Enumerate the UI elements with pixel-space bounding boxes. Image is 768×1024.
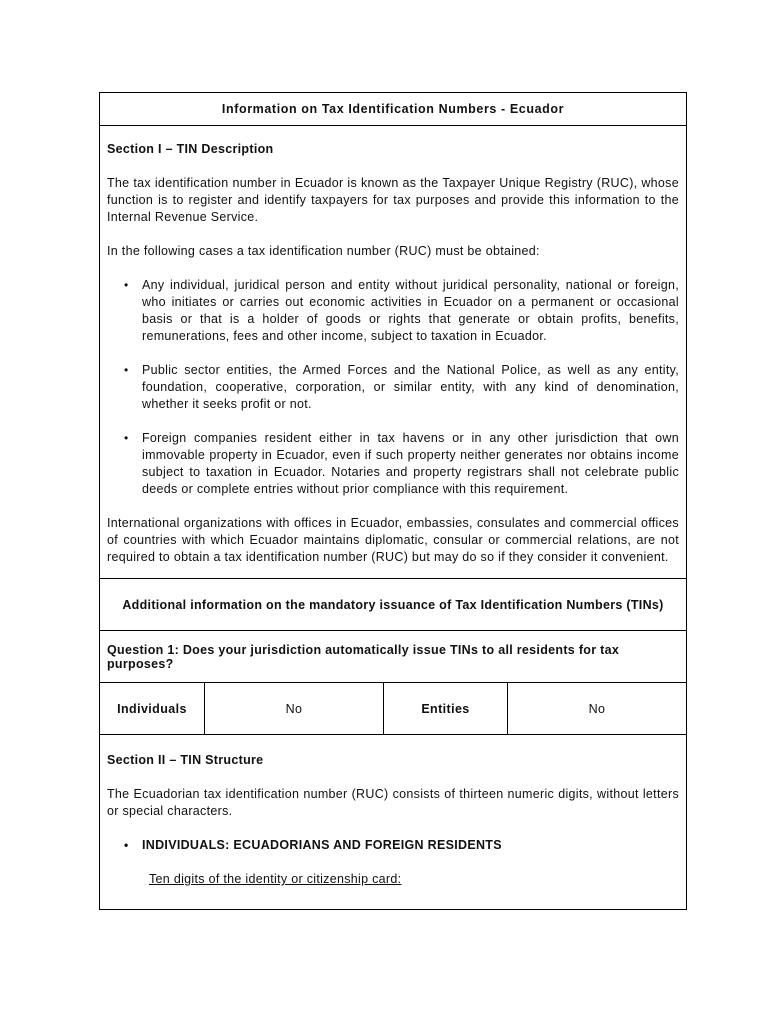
section-2-heading: Section II – TIN Structure xyxy=(107,753,264,767)
section-2-paragraph-1: The Ecuadorian tax identification number (RUC) consists of thirteen numeric digits, without letters or special characters. xyxy=(107,787,679,818)
section-1-heading: Section I – TIN Description xyxy=(107,142,274,156)
entities-label: Entities xyxy=(384,683,508,734)
list-item: • Foreign companies resident either in tax havens or in any other jurisdiction that own immovable property in Ecuador, even if such property neither generates nor obtains income subject to taxation in Ecuador. Notaries and property registrars shall not celebrate public deeds or complete entries without prior compliance with this requirement. xyxy=(142,430,679,498)
list-item: • INDIVIDUALS: ECUADORIANS AND FOREIGN RESIDENTS xyxy=(142,837,679,854)
list-item: • Public sector entities, the Armed Forces and the National Police, as well as any entity, foundation, cooperative, corporation, or similar entity, with any kind of denomination, whether it seeks profit or not. xyxy=(142,362,679,413)
list-item: • Any individual, juridical person and entity without juridical personality, national or foreign, who initiates or carries out economic activities in Ecuador on a permanent or occasional basis or that is a holder of goods or rights that generate or obtain profits, benefits, remunerations, fees and other income, subject to taxation in Ecuador. xyxy=(142,277,679,345)
individuals-label: Individuals xyxy=(100,683,205,734)
section-tin-description xyxy=(99,126,687,579)
answer-table-row xyxy=(99,683,687,735)
section-1-paragraph-1: The tax identification number in Ecuador is known as the Taxpayer Unique Registry (RUC), whose function is to register and identify taxpayers for tax purposes and provide this information to the Internal Revenue Service. xyxy=(107,176,679,224)
document-title: Information on Tax Identification Numbers - Ecuador xyxy=(99,92,687,126)
section-1-paragraph-2: In the following cases a tax identification number (RUC) must be obtained: xyxy=(107,244,540,258)
entities-value: No xyxy=(588,701,606,716)
document-page xyxy=(99,92,687,910)
requirement-list xyxy=(107,277,679,498)
structure-list xyxy=(107,837,679,854)
section-tin-structure xyxy=(99,735,687,910)
additional-info-heading: Additional information on the mandatory issuance of Tax Identification Numbers (TINs) xyxy=(99,579,687,631)
identity-card-subheading: Ten digits of the identity or citizenship card: xyxy=(149,872,402,886)
section-1-paragraph-3: International organizations with offices in Ecuador, embassies, consulates and commercial offices of countries with which Ecuador maintains diplomatic, consular or commercial relations, are not required to obtain a tax identification number (RUC) but may do so if they consider it convenient. xyxy=(107,516,679,564)
question-1: Question 1: Does your jurisdiction automatically issue TINs to all residents for tax purposes? xyxy=(99,631,687,683)
individuals-value: No xyxy=(205,683,384,734)
